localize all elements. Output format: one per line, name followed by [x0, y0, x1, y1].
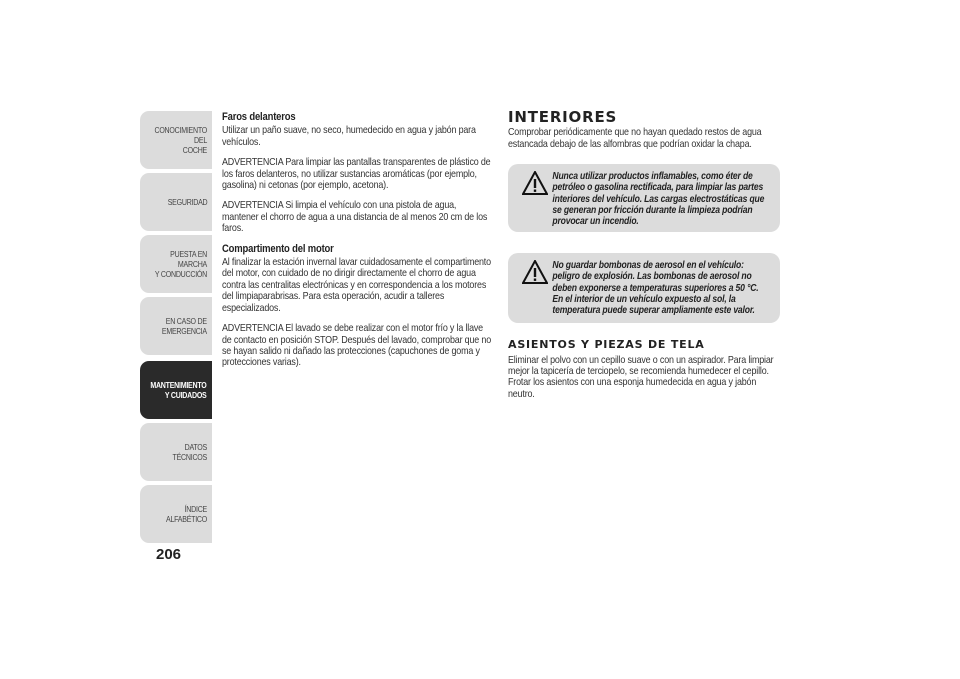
asientos-paragraph: Eliminar el polvo con un cepillo suave o con un aspirador. Para limpiar mejor la tapicería de terciopelo, se recomienda humedecer el cepillo. Frotar los asientos con una esponja humedecida en agua y jabón neutro. [508, 354, 774, 400]
motor-paragraph-1: Al finalizar la estación invernal lavar cuidadosamente el compartimento del motor, con cuidado de no dirigir directamente el chorro de agua contra las centralitas electrónicas y en correspondencia a los motores del limpiaparabrisas. Para esta operación, acudir a talleres especializados. [222, 257, 491, 314]
motor-paragraph-2: ADVERTENCIA El lavado se debe realizar con el motor frío y la llave de contacto en posición STOP. Después del lavado, comprobar que no se hayan salido ni dañado las protecciones (capuchones de goma y protecciones varias). [222, 323, 491, 369]
tab-conocimiento-del-coche[interactable] [140, 111, 212, 169]
interiores-paragraph: Comprobar periódicamente que no hayan quedado restos de agua estancada debajo de las alfombras que podrían oxidar la chapa. [508, 127, 762, 150]
tab-en-caso-de-emergencia[interactable] [140, 297, 212, 355]
tab-datos-tecnicos[interactable] [140, 423, 212, 481]
tab-mantenimiento-y-cuidados[interactable] [140, 361, 212, 419]
faros-heading: Faros delanteros [222, 111, 296, 123]
warning-box-flammable [508, 164, 780, 232]
motor-heading: Compartimento del motor [222, 242, 334, 255]
faros-paragraph-2: ADVERTENCIA Para limpiar las pantallas transparentes de plástico de los faros delanteros, no utilizar sustancias aromáticas (por ejemplo, gasolina) ni cetonas (por ejemplo, acetona). [222, 157, 491, 192]
interiores-heading: INTERIORES [508, 108, 618, 126]
tab-seguridad[interactable] [140, 173, 212, 231]
faros-paragraph-3: ADVERTENCIA Si limpia el vehículo con una pistola de agua, mantener el chorro de agua a una distancia de al menos 20 cm de los faros. [222, 200, 488, 235]
faros-paragraph-1: Utilizar un paño suave, no seco, humedecido en agua y jabón para vehículos. [222, 125, 476, 148]
section-sidebar [140, 111, 212, 544]
tab-label: PUESTA EN MARCHA Y CONDUCCIÓN [154, 249, 207, 279]
warning-text-flammable: Nunca utilizar productos inflamables, como éter de petróleo o gasolina rectificada, para limpiar las partes interiores del vehículo. Las cargas electrostáticas que se generan por fricción durante la limpieza podrían provocar un incendio. [552, 171, 765, 228]
warning-text-aerosol: No guardar bombonas de aerosol en el vehículo: peligro de explosión. Las bombonas de aerosol no deben exponerse a temperaturas superiores a 50 °C. En el interior de un vehículo expuesto al sol, la temperatura puede superar ampliamente este valor. [552, 260, 759, 317]
tab-indice-alfabetico[interactable] [140, 485, 212, 543]
tab-label: DATOS TÉCNICOS [172, 442, 207, 462]
tab-label: EN CASO DE EMERGENCIA [162, 316, 207, 336]
tab-label: CONOCIMIENTO DEL COCHE [154, 125, 207, 155]
tab-label: MANTENIMIENTO Y CUIDADOS [150, 380, 207, 400]
left-column [222, 112, 492, 378]
asientos-heading: ASIENTOS Y PIEZAS DE TELA [508, 338, 705, 352]
tab-puesta-en-marcha[interactable] [140, 235, 212, 293]
tab-label: SEGURIDAD [167, 197, 207, 207]
right-column [508, 108, 780, 409]
tab-label: ÍNDICE ALFABÉTICO [165, 504, 207, 524]
page-number: 206 [156, 546, 182, 563]
warning-box-aerosol [508, 253, 780, 323]
